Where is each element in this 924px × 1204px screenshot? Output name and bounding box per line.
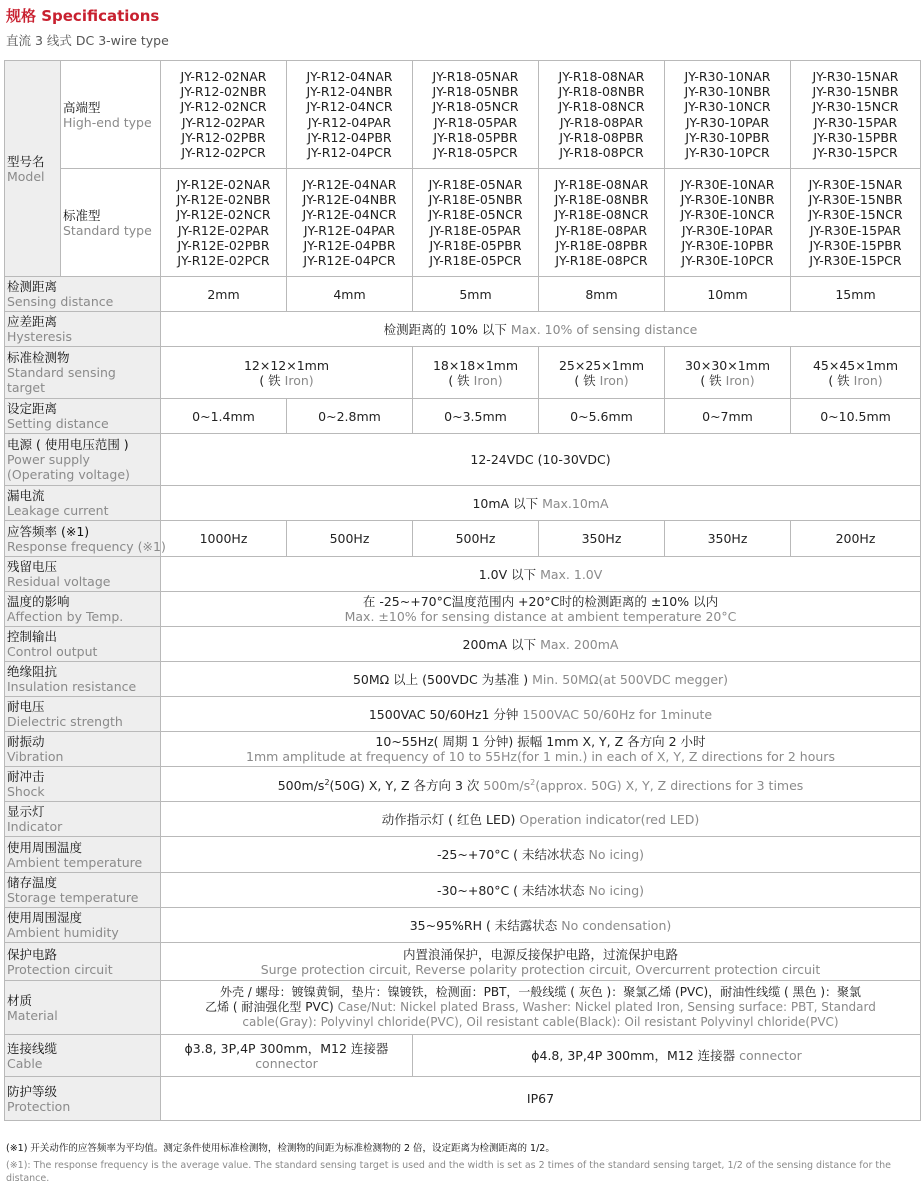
value-cell: 10mA 以下 Max.10mA	[161, 486, 921, 521]
model-cell: JY-R30-10NAR JY-R30-10NBR JY-R30-10NCR JY-R30-10PAR JY-R30-10PBR JY-R30-10PCR	[665, 61, 791, 169]
row-label: 应差距离 Hysteresis	[5, 312, 161, 347]
table-row	[5, 981, 921, 1035]
model-cell: JY-R18-05NAR JY-R18-05NBR JY-R18-05NCR JY-R18-05PAR JY-R18-05PBR JY-R18-05PCR	[413, 61, 539, 169]
value-cell: 1000Hz	[161, 521, 287, 557]
model-cell: JY-R18E-05NAR JY-R18E-05NBR JY-R18E-05NCR JY-R18E-05PAR JY-R18E-05PBR JY-R18E-05PCR	[413, 169, 539, 277]
model-cell: JY-R12E-04NAR JY-R12E-04NBR JY-R12E-04NCR JY-R12E-04PAR JY-R12E-04PBR JY-R12E-04PCR	[287, 169, 413, 277]
value-cell: -25~+70°C ( 未结冰状态 No icing)	[161, 837, 921, 873]
model-cell: JY-R18-08NAR JY-R18-08NBR JY-R18-08NCR JY-R18-08PAR JY-R18-08PBR JY-R18-08PCR	[539, 61, 665, 169]
row-label: 使用周围湿度 Ambient humidity	[5, 908, 161, 943]
row-label: 温度的影响 Affection by Temp.	[5, 592, 161, 627]
page-title: 规格 Specifications	[6, 7, 160, 25]
table-row	[5, 732, 921, 767]
table-row	[5, 837, 921, 873]
model-cell: JY-R30E-10NAR JY-R30E-10NBR JY-R30E-10NCR JY-R30E-10PAR JY-R30E-10PBR JY-R30E-10PCR	[665, 169, 791, 277]
table-row	[5, 1035, 921, 1077]
row-label-standard: 标准型 Standard type	[61, 169, 161, 277]
table-row	[5, 312, 921, 347]
value-cell: 350Hz	[665, 521, 791, 557]
row-label: 绝缘阻抗 Insulation resistance	[5, 662, 161, 697]
table-row	[5, 662, 921, 697]
table-row	[5, 873, 921, 908]
table-row	[5, 521, 921, 557]
row-label: 材质 Material	[5, 981, 161, 1035]
row-label: 设定距离 Setting distance	[5, 399, 161, 434]
value-cell: IP67	[161, 1077, 921, 1121]
value-cell: 350Hz	[539, 521, 665, 557]
table-row	[5, 434, 921, 486]
table-row	[5, 169, 921, 277]
row-label: 控制输出 Control output	[5, 627, 161, 662]
value-cell: 12-24VDC (10-30VDC)	[161, 434, 921, 486]
value-cell: 内置浪涌保护，电源反接保护电路，过流保护电路 Surge protection circuit, Reverse polarity protection circuit, Overcurrent protection circuit	[161, 943, 921, 981]
row-label: 耐冲击 Shock	[5, 767, 161, 802]
row-label: 耐电压 Dielectric strength	[5, 697, 161, 732]
footnote-cn: (※1) 开关动作的应答频率为平均值。测定条件使用标准检测物，检测物的间距为标准检测物的 2 倍，设定距离为检测距离的 1/2。	[6, 1143, 555, 1154]
value-cell: 0~1.4mm	[161, 399, 287, 434]
table-row	[5, 61, 921, 169]
model-cell: JY-R18E-08NAR JY-R18E-08NBR JY-R18E-08NCR JY-R18E-08PAR JY-R18E-08PBR JY-R18E-08PCR	[539, 169, 665, 277]
table-row	[5, 802, 921, 837]
row-label: 残留电压 Residual voltage	[5, 557, 161, 592]
value-cell: 30×30×1mm ( 铁 Iron)	[665, 347, 791, 399]
table-row	[5, 486, 921, 521]
value-cell: ϕ3.8, 3P,4P 300mm，M12 连接器 connector	[161, 1035, 413, 1077]
table-row	[5, 277, 921, 312]
model-cell: JY-R12E-02NAR JY-R12E-02NBR JY-R12E-02NCR JY-R12E-02PAR JY-R12E-02PBR JY-R12E-02PCR	[161, 169, 287, 277]
value-cell: 10mm	[665, 277, 791, 312]
row-label: 标准检测物 Standard sensing target	[5, 347, 161, 399]
value-cell: 18×18×1mm ( 铁 Iron)	[413, 347, 539, 399]
value-cell: 动作指示灯 ( 红色 LED) Operation indicator(red LED)	[161, 802, 921, 837]
table-row	[5, 347, 921, 399]
value-cell: 500Hz	[413, 521, 539, 557]
value-cell: -30~+80°C ( 未结冰状态 No icing)	[161, 873, 921, 908]
value-cell: 检测距离的 10% 以下 Max. 10% of sensing distance	[161, 312, 921, 347]
row-label-highend: 高端型 High-end type	[61, 61, 161, 169]
footnotes	[6, 1142, 918, 1185]
table-row	[5, 697, 921, 732]
value-cell: 0~10.5mm	[791, 399, 921, 434]
value-cell: 2mm	[161, 277, 287, 312]
row-label: 保护电路 Protection circuit	[5, 943, 161, 981]
row-label: 连接线缆 Cable	[5, 1035, 161, 1077]
value-cell: 50MΩ 以上 (500VDC 为基准 ) Min. 50MΩ(at 500VDC megger)	[161, 662, 921, 697]
row-label: 漏电流 Leakage current	[5, 486, 161, 521]
value-cell: 8mm	[539, 277, 665, 312]
table-row	[5, 943, 921, 981]
value-cell: 35~95%RH ( 未结露状态 No condensation)	[161, 908, 921, 943]
value-cell: 0~2.8mm	[287, 399, 413, 434]
table-row	[5, 399, 921, 434]
row-label: 耐振动 Vibration	[5, 732, 161, 767]
table-row	[5, 627, 921, 662]
value-cell: 5mm	[413, 277, 539, 312]
value-cell: 1500VAC 50/60Hz1 分钟 1500VAC 50/60Hz for 1minute	[161, 697, 921, 732]
value-cell: 10~55Hz( 周期 1 分钟) 振幅 1mm X, Y, Z 各方向 2 小时 1mm amplitude at frequency of 10 to 55Hz(for 1 min.) in each of X, Y, Z directions for 2 hours	[161, 732, 921, 767]
value-cell: 1.0V 以下 Max. 1.0V	[161, 557, 921, 592]
value-cell: 200Hz	[791, 521, 921, 557]
value-cell: 0~7mm	[665, 399, 791, 434]
table-row	[5, 908, 921, 943]
table-row	[5, 557, 921, 592]
value-cell: ϕ4.8, 3P,4P 300mm，M12 连接器 connector	[413, 1035, 921, 1077]
value-cell: 45×45×1mm ( 铁 Iron)	[791, 347, 921, 399]
table-row	[5, 592, 921, 627]
row-label: 显示灯 Indicator	[5, 802, 161, 837]
value-cell: 15mm	[791, 277, 921, 312]
row-label: 检测距离 Sensing distance	[5, 277, 161, 312]
model-cell: JY-R12-02NAR JY-R12-02NBR JY-R12-02NCR JY-R12-02PAR JY-R12-02PBR JY-R12-02PCR	[161, 61, 287, 169]
value-cell: 25×25×1mm ( 铁 Iron)	[539, 347, 665, 399]
row-label: 电源 ( 使用电压范围 ) Power supply (Operating voltage)	[5, 434, 161, 486]
model-cell: JY-R30-15NAR JY-R30-15NBR JY-R30-15NCR JY-R30-15PAR JY-R30-15PBR JY-R30-15PCR	[791, 61, 921, 169]
value-cell: 12×12×1mm ( 铁 Iron)	[161, 347, 413, 399]
specifications-table	[4, 60, 921, 1121]
model-cell: JY-R12-04NAR JY-R12-04NBR JY-R12-04NCR JY-R12-04PAR JY-R12-04PBR JY-R12-04PCR	[287, 61, 413, 169]
value-cell: 0~3.5mm	[413, 399, 539, 434]
value-cell: 200mA 以下 Max. 200mA	[161, 627, 921, 662]
value-cell: 4mm	[287, 277, 413, 312]
model-cell: JY-R30E-15NAR JY-R30E-15NBR JY-R30E-15NCR JY-R30E-15PAR JY-R30E-15PBR JY-R30E-15PCR	[791, 169, 921, 277]
row-label-model: 型号名 Model	[5, 61, 61, 277]
page-subtitle: 直流 3 线式 DC 3-wire type	[6, 33, 169, 48]
row-label: 使用周围温度 Ambient temperature	[5, 837, 161, 873]
value-cell: 0~5.6mm	[539, 399, 665, 434]
value-cell: 在 -25~+70°C温度范围内 +20°C时的检测距离的 ±10% 以内 Max. ±10% for sensing distance at ambient temperature 20°C	[161, 592, 921, 627]
table-row	[5, 767, 921, 802]
row-label: 防护等级 Protection	[5, 1077, 161, 1121]
value-cell: $500m/s^2(50G)$ X, Y, Z 各方向 3 次 $500m/s^2(approx$. 50G) X, Y, Z directions for 3 times	[161, 767, 921, 802]
table-row	[5, 1077, 921, 1121]
footnote-en: (※1): The response frequency is the average value. The standard sensing target is used and the width is set as 2 times of the standard sensing target, 1/2 of the sensing distance for the distance.	[6, 1160, 891, 1184]
row-label: 应答频率 (※1) Response frequency (※1)	[5, 521, 161, 557]
row-label: 储存温度 Storage temperature	[5, 873, 161, 908]
value-cell: 外壳 / 螺母：镀镍黄铜，垫片：镍镀铁，检测面：PBT，一般线缆 ( 灰色 )：聚氯乙烯 (PVC)，耐油性线缆 ( 黑色 )：聚氯 乙烯 ( 耐油强化型 PVC) Case/Nut: Nickel plated Brass, Washer: Nickel plated Iron, Sensing surface: PBT, Standard cable(Gray): Polyvinyl chloride(PVC), Oil resistant cable(Black): Oil resistant Polyvinyl chloride(PVC)	[161, 981, 921, 1035]
value-cell: 500Hz	[287, 521, 413, 557]
